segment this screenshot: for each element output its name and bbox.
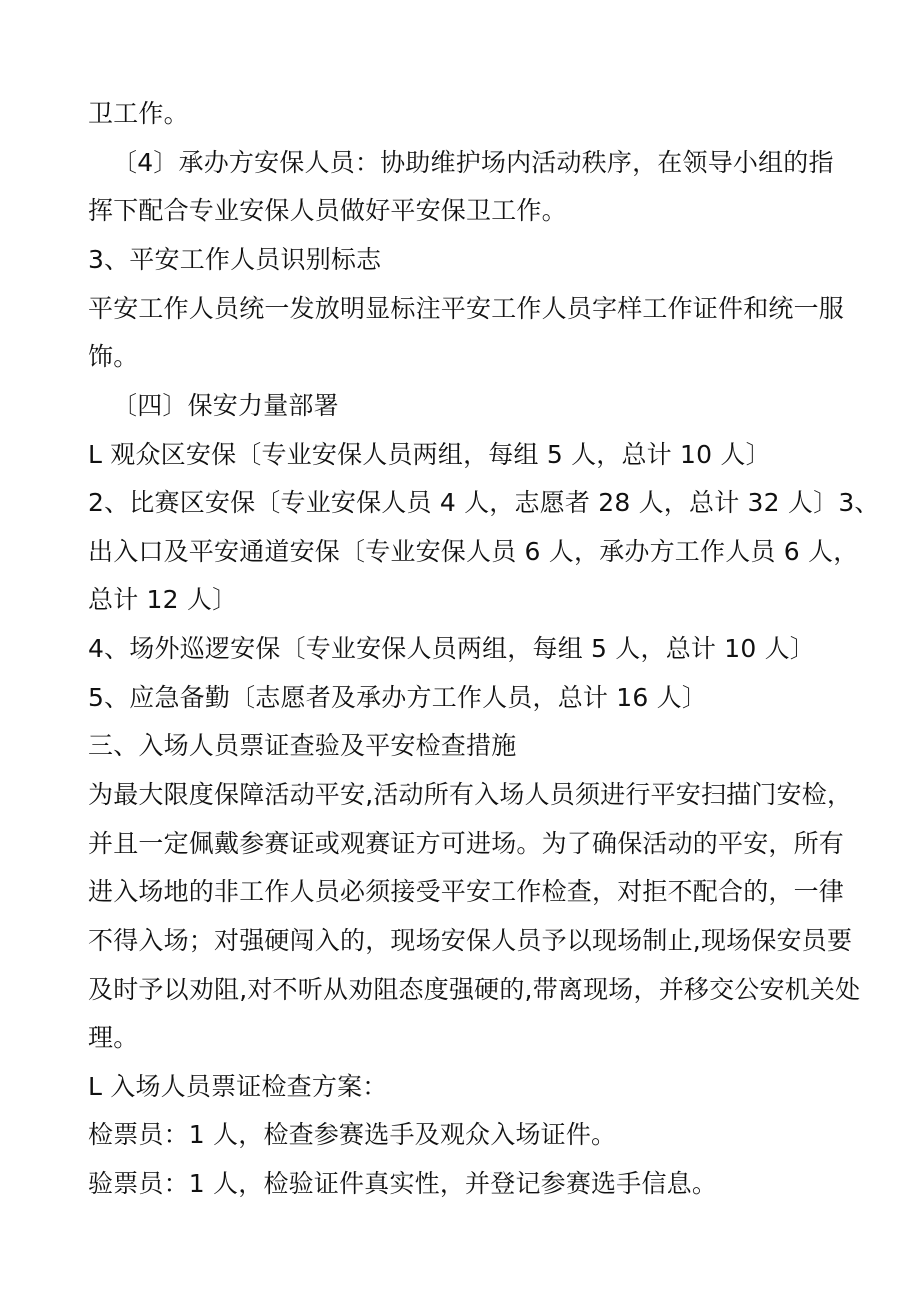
text-line: 挥下配合专业安保人员做好平安保卫工作。	[88, 196, 567, 225]
text-line: 理。	[88, 1023, 139, 1052]
section-heading: 3、平安工作人员识别标志	[88, 245, 382, 274]
text-line: 出入口及平安通道安保〔专业安保人员 6 人，承办方工作人员 6 人，	[88, 537, 859, 566]
section-heading: 三、入场人员票证查验及平安检查措施	[88, 731, 517, 760]
text-line: 4、场外巡逻安保〔专业安保人员两组，每组 5 人，总计 10 人〕	[88, 634, 816, 663]
text-line: 卫工作。	[88, 99, 189, 128]
text-line: 5、应急备勤〔志愿者及承办方工作人员，总计 16 人〕	[88, 683, 708, 712]
text-line: 并且一定佩戴参赛证或观赛证方可进场。为了确保活动的平安，所有	[88, 829, 845, 858]
text-line: 平安工作人员统一发放明显标注平安工作人员字样工作证件和统一服	[88, 294, 845, 323]
text-line: 为最大限度保障活动平安,活动所有入场人员须进行平安扫描门安检，	[88, 780, 853, 809]
text-line: 总计 12 人〕	[88, 585, 238, 614]
text-line: 进入场地的非工作人员必须接受平安工作检查，对拒不配合的，一律	[88, 877, 845, 906]
text-line: 检票员：1 人，检查参赛选手及观众入场证件。	[88, 1120, 617, 1149]
text-line: 及时予以劝阻,对不听从劝阻态度强硬的,带离现场，并移交公安机关处	[88, 975, 861, 1004]
text-line: 饰。	[88, 342, 139, 371]
section-heading: L 入场人员票证检查方案：	[88, 1072, 388, 1101]
text-line: 2、比赛区安保〔专业安保人员 4 人，志愿者 28 人，总计 32 人〕3、	[88, 488, 880, 517]
text-line: 不得入场；对强硬闯入的，现场安保人员予以现场制止,现场保安员要	[88, 926, 853, 955]
text-line: 〔4〕承办方安保人员：协助维护场内活动秩序，在领导小组的指	[112, 148, 834, 177]
text-line: L 观众区安保〔专业安保人员两组，每组 5 人，总计 10 人〕	[88, 440, 771, 469]
text-line: 验票员：1 人，检验证件真实性，并登记参赛选手信息。	[88, 1169, 718, 1198]
section-heading: 〔四〕保安力量部署	[112, 391, 339, 420]
